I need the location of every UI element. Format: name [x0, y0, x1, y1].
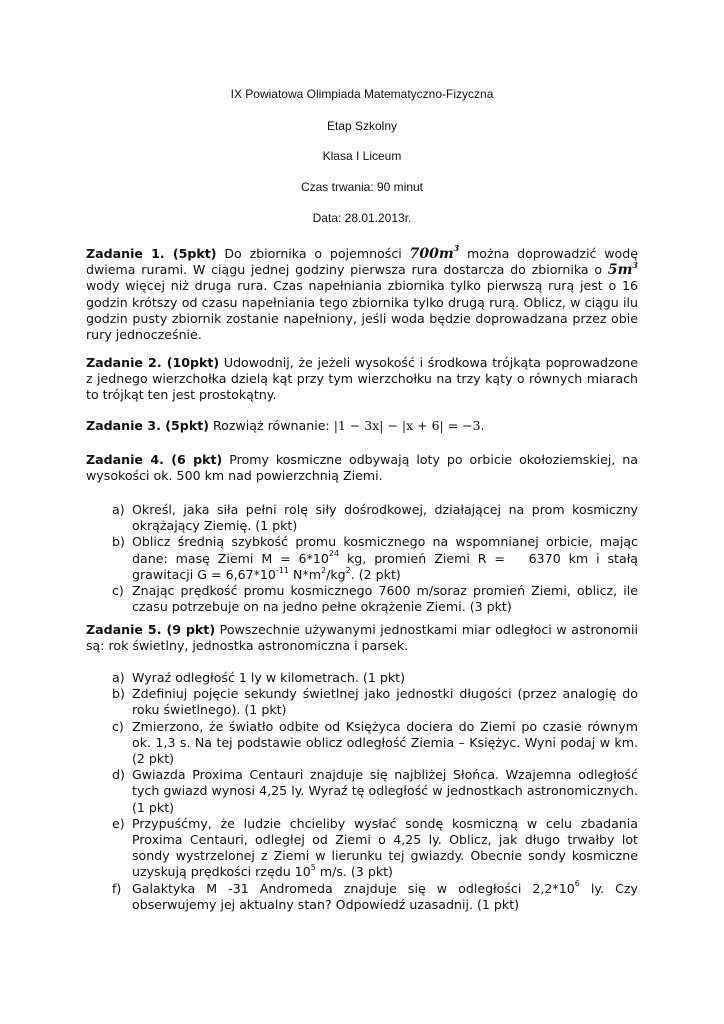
list-item: b) Zdefiniuj pojęcie sekundy świetlnej jako jednostki długości (przez analogię do roku świetlnego). (1 pkt) — [112, 686, 638, 718]
task-2 — [86, 355, 638, 404]
task-5 — [86, 622, 638, 654]
task-1-text-3: wody więcej niż druga rura. Czas napełniania zbiornika tylko pierwszą rurą jest o 16 godzin krótszy od czasu napełniania tego zbiornika tylko drugą rurą. Oblicz, w ciągu ilu godzin pusty zbiornik zostanie napełniony, jeśli woda będzie doprowadzana przez obie rury jednocześnie. — [86, 278, 638, 343]
task-5-text: Powszechnie używanymi jednostkami miar odległoci w astronomii są: rok świetlny, jednostka astronomiczna i parsek. — [86, 622, 638, 654]
task-4-text: Promy kosmiczne odbywają loty po orbicie okołoziemskiej, na wysokości ok. 500 km nad powierzchnią Ziemi. — [86, 452, 638, 484]
header-title: IX Powiatowa Olimpiada Matematyczno-Fizyczna — [230, 87, 494, 101]
task-2-text: Udowodnij, że jeżeli wysokość i środkowa trójkąta poprowadzone z jednego wierzchołka dzielą kąt przy tym wierzchołku na trzy kąty o równych miarach to trójkąt ten jest prostokątny. — [86, 355, 638, 403]
header-class: Klasa I Liceum — [322, 149, 402, 163]
task-4-label: Zadanie 4. (6 pkt) — [86, 452, 223, 467]
task-1-flow: $5m^3$ — [607, 259, 638, 279]
task-1-volume: $700m^3$ — [409, 243, 460, 262]
list-item: a) Wyraź odległość 1 ly w kilometrach. (1 pkt) — [112, 670, 406, 685]
list-item: b) Oblicz średnią szybkość promu kosmicznego na wspomnianej orbicie, mając dane: masę Ziemi $M = 6*10^{24}$ kg, promień Ziemi R = 6370 km i stałą grawitacji $G = 6,67*10^{-11}$ $N*m^2/kg^2$. (2 pkt) — [112, 534, 638, 582]
task-1-text-2: można doprowadzić wodę dwiema rurami. W ciągu jednej godziny pierwsza rura dostarcza do zbiornika o — [86, 246, 638, 278]
task-1-label: Zadanie 1. (5pkt) — [86, 246, 217, 261]
task-4 — [86, 452, 638, 484]
task-3-equation: |1 − 3x| − |x + 6| = −3. — [333, 418, 485, 433]
task-1 — [86, 243, 638, 343]
task-1-text-1: Do zbiornika o pojemności — [216, 246, 410, 261]
task-3-label: Zadanie 3. (5pkt) — [86, 418, 209, 433]
task-2-label: Zadanie 2. (10pkt) — [86, 355, 220, 370]
list-item: a) Określ, jaka siła pełni rolę siły dośrodkowej, działającej na prom kosmiczny okrążający Ziemię. (1 pkt) — [112, 502, 638, 534]
list-item: c) Znając prędkość promu kosmicznego 7600 m/soraz promień Ziemi, oblicz, ile czasu potrzebuje on na jedno pełne okrążenie Ziemi. (3 pkt) — [112, 583, 638, 615]
task-3 — [86, 418, 638, 434]
task-5-label: Zadanie 5. (9 pkt) — [86, 622, 216, 637]
list-item: e) Przypuśćmy, że ludzie chcieliby wysłać sondę kosmiczną w celu zbadania Proxima Centauri, odległej od Ziemi o 4,25 ly. Oblicz, jak długo trwałby lot sondy wystrzelonej z Ziemi w lierunku tej gwiazdy. Obecnie sondy kosmiczne uzyskują prędkości rzędu $10^5$ m/s. (3 pkt) — [112, 815, 638, 880]
list-item: f) Galaktyka M -31 Andromeda znajduje się w odległości $2,2*10^6$ ly. Czy obserwujemy jej aktualny stan? Odpowiedź uzasadnij. (1 pkt) — [112, 879, 638, 912]
task-4-subtasks — [86, 502, 638, 615]
header-stage: Etap Szkolny — [326, 119, 398, 133]
header-duration: Czas trwania: 90 minut — [300, 180, 424, 194]
header-date: Data: 28.01.2013r. — [312, 211, 412, 225]
list-item: d) Gwiazda Proxima Centauri znajduje się najbliżej Słońca. Wzajemna odległość tych gwiazd wynosi 4,25 ly. Wyraź tę odległość w jednostkach astronomicznych. (1 pkt) — [112, 767, 638, 815]
task-5-subtasks — [86, 670, 638, 913]
list-item: c) Zmierzono, że światło odbite od Księżyca dociera do Ziemi po czasie równym ok. 1,3 s. Na tej podstawie oblicz odległość Ziemia – Księżyc. Wyni podaj w km. (2 pkt) — [112, 718, 638, 767]
task-3-text: Rozwiąż równanie: — [208, 418, 334, 433]
